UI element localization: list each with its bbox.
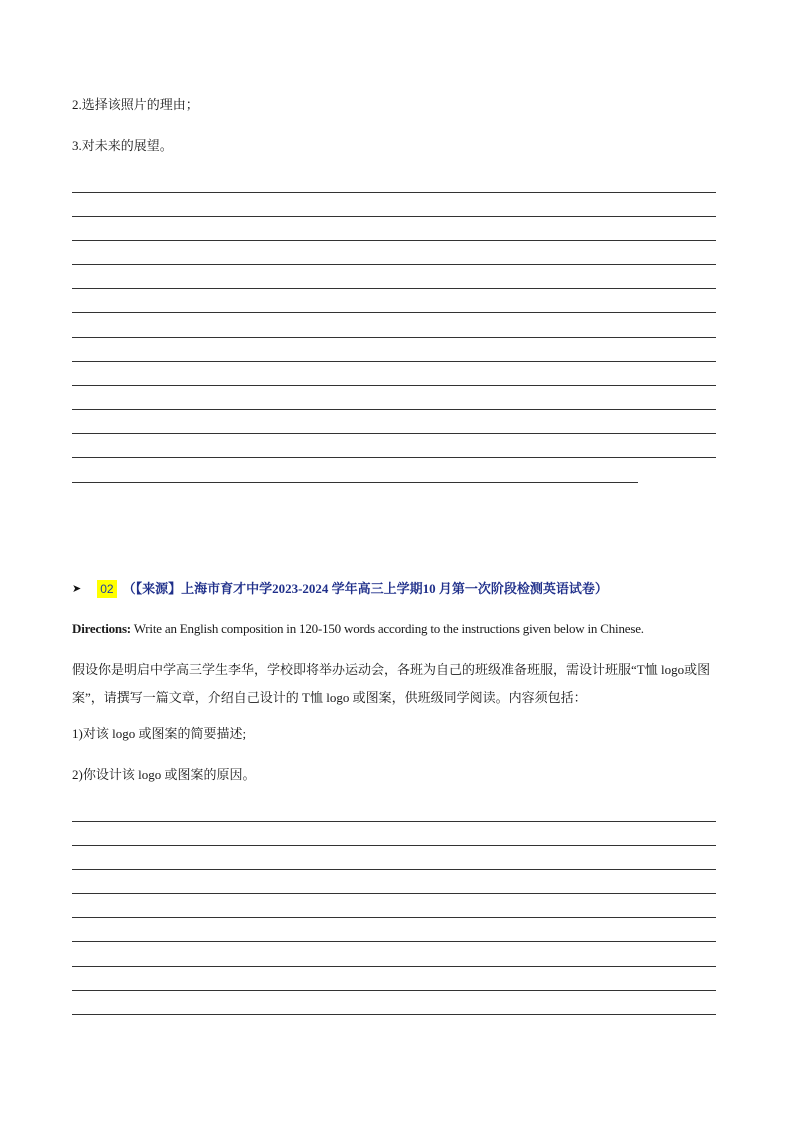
writing-line (72, 966, 716, 967)
question-number: 02 (97, 580, 116, 598)
directions-label: Directions: (72, 621, 131, 636)
writing-line (72, 941, 716, 942)
directions (72, 618, 722, 640)
list-item-outlook: 3.对未来的展望。 (72, 138, 173, 153)
list-item-reason-design: 2)你设计该 logo 或图案的原因。 (72, 767, 256, 782)
writing-line (72, 240, 716, 241)
writing-line (72, 385, 716, 386)
writing-line (72, 361, 716, 362)
writing-line (72, 869, 716, 870)
list-item-description: 1)对该 logo 或图案的简要描述; (72, 726, 247, 741)
writing-line-short (72, 482, 638, 483)
writing-line (72, 845, 716, 846)
list-item-reason: 2.选择该照片的理由； (72, 97, 199, 112)
writing-line (72, 821, 716, 822)
arrow-bullet-icon: ➤ (72, 583, 82, 595)
writing-line (72, 192, 716, 193)
writing-line (72, 409, 716, 410)
writing-line (72, 337, 716, 338)
writing-line (72, 288, 716, 289)
question-heading (72, 580, 608, 598)
writing-line (72, 1014, 716, 1015)
writing-line (72, 457, 716, 458)
writing-line (72, 990, 716, 991)
prompt-paragraph: 假设你是明启中学高三学生李华，学校即将举办运动会，各班为自己的班级准备班服，需设计班服“T恤 logo或图案”，请撰写一篇文章，介绍自己设计的 T恤 logo 或图案，供班级同学阅读。内容须包括： (72, 662, 711, 705)
writing-line (72, 433, 716, 434)
writing-line (72, 893, 716, 894)
directions-text: Write an English composition in 120-150 words according to the instructions given below in Chinese. (130, 621, 644, 636)
writing-line (72, 216, 716, 217)
writing-line (72, 917, 716, 918)
writing-line (72, 312, 716, 313)
question-source: （【来源】上海市育才中学2023-2024 学年高三上学期10 月第一次阶段检测英语试卷） (122, 581, 608, 596)
writing-line (72, 264, 716, 265)
